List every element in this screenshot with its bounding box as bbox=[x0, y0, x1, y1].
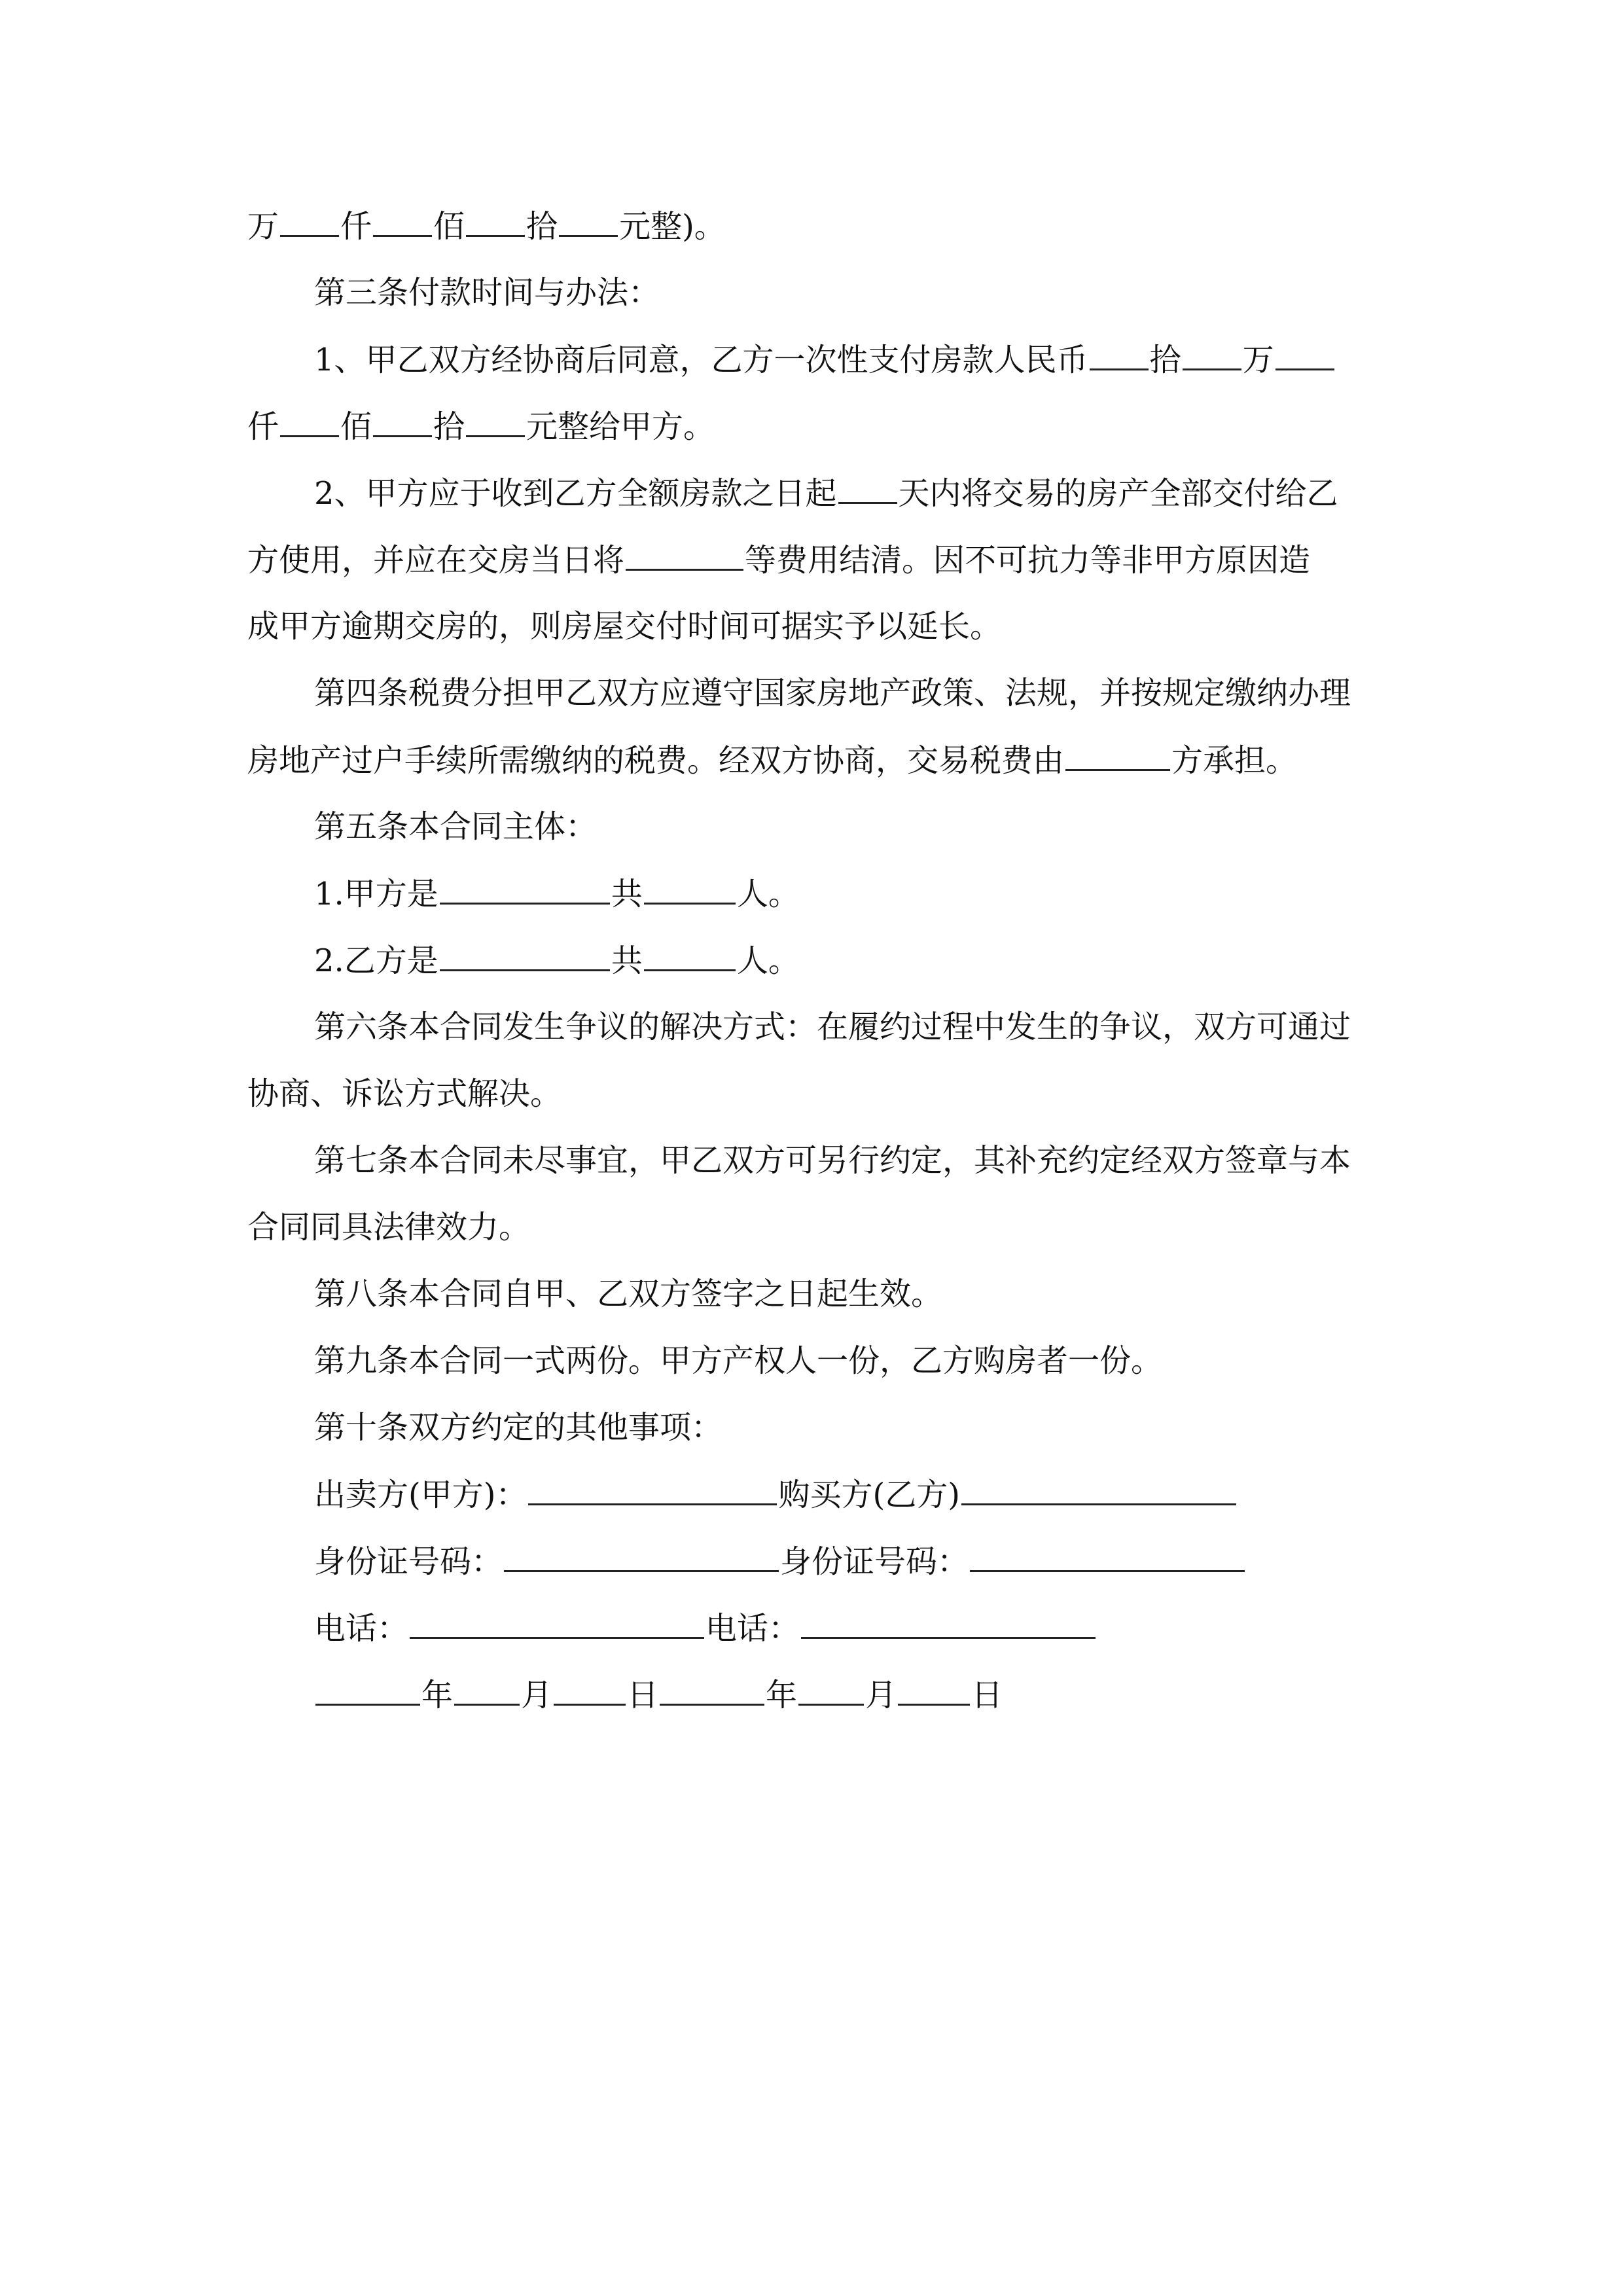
article-7-continued: 合同同具法律效力。 bbox=[247, 1209, 531, 1246]
article-5-party-b: 2.乙方是 共 人。 bbox=[314, 941, 800, 980]
article-6: 第六条本合同发生争议的解决方式：在履约过程中发生的争议，双方可通过 bbox=[314, 1009, 1351, 1045]
article-10: 第十条双方约定的其他事项： bbox=[314, 1409, 723, 1446]
signature-dates: 年 月 日 年 月 日 bbox=[314, 1675, 1003, 1715]
article-3-heading: 第三条付款时间与办法： bbox=[314, 274, 660, 311]
article-4-continued: 房地产过户手续所需缴纳的税费。经双方协商，交易税费由 方承担。 bbox=[247, 740, 1297, 780]
article-9: 第九条本合同一式两份。甲方产权人一份，乙方购房者一份。 bbox=[314, 1342, 1163, 1379]
article-3-item-2-line-3: 成甲方逾期交房的，则房屋交付时间可据实予以延长。 bbox=[247, 608, 1002, 645]
article-5-heading: 第五条本合同主体： bbox=[314, 808, 597, 845]
signature-phones: 电话： 电话： bbox=[314, 1608, 1097, 1648]
article-3-item-2-line-2: 方使用，并应在交房当日将 等费用结清。因不可抗力等非甲方原因造 bbox=[247, 540, 1310, 580]
article-7: 第七条本合同未尽事宜，甲乙双方可另行约定，其补充约定经双方签章与本 bbox=[314, 1142, 1351, 1179]
signature-seller-buyer: 出卖方(甲方)： 购买方(乙方) bbox=[314, 1475, 1238, 1515]
article-3-item-1: 1、甲乙双方经协商后同意，乙方一次性支付房款人民币 拾 万 bbox=[314, 340, 1336, 380]
signature-id-numbers: 身份证号码： 身份证号码： bbox=[314, 1541, 1246, 1581]
article-3-item-2: 2、甲方应于收到乙方全额房款之日起 天内将交易的房产全部交付给乙 bbox=[314, 473, 1338, 513]
article-5-party-a: 1.甲方是 共 人。 bbox=[314, 874, 800, 914]
article-3-item-1-continued: 仟 佰 拾 元整给甲方。 bbox=[247, 406, 715, 446]
line-amount-continued: 万 仟 佰 拾 元整)。 bbox=[247, 206, 726, 246]
article-8: 第八条本合同自甲、乙双方签字之日起生效。 bbox=[314, 1276, 943, 1312]
article-4: 第四条税费分担甲乙双方应遵守国家房地产政策、法规，并按规定缴纳办理 bbox=[314, 675, 1351, 711]
article-6-continued: 协商、诉讼方式解决。 bbox=[247, 1075, 562, 1112]
